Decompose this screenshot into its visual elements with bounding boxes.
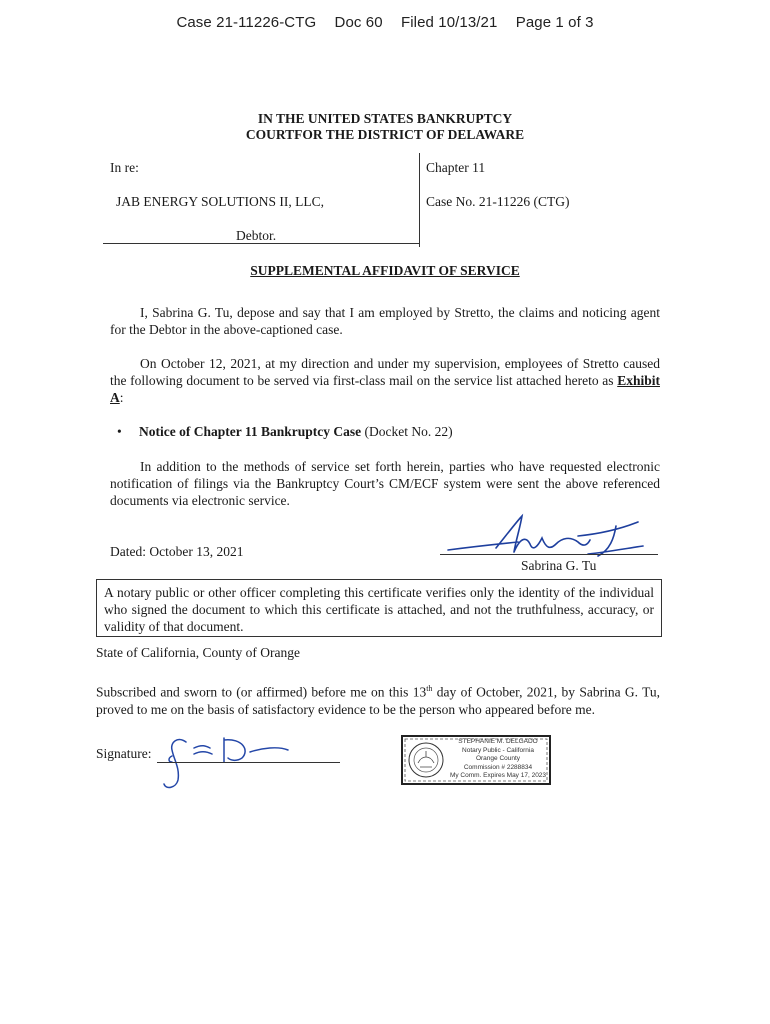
caption-divider-horizontal (103, 243, 419, 244)
notary-signature-line (157, 762, 340, 763)
paragraph-service-text: On October 12, 2021, at my direction and under my supervision, employees of Stretto caused the following document to be served via first-class mail on the service list attached hereto as (110, 356, 660, 388)
caption-debtor-name: JAB ENERGY SOLUTIONS II, LLC, (116, 194, 324, 209)
paragraph-employment (110, 304, 660, 338)
affiant-signature-line (440, 554, 658, 555)
signature-label: Signature: (96, 746, 152, 761)
paragraph-electronic-service-text: In addition to the methods of service set forth herein, parties who have requested electronic notification of filings via the Bankruptcy Court’s CM/ECF system were sent the above referenced documents via electronic service. (110, 459, 660, 508)
jurat-ordinal-suffix: th (426, 684, 433, 693)
notary-signature-image (150, 728, 300, 792)
dated-line: Dated: October 13, 2021 (110, 544, 244, 559)
paragraph-employment-text: I, Sabrina G. Tu, depose and say that I am employed by Stretto, the claims and noticing agent for the Debtor in the above-captioned case. (110, 305, 660, 337)
notary-notice-text: A notary public or other officer completing this certificate verifies only the identity of the individual who signed the document to which this certificate is attached, and not the truthfulness, accuracy, or validity of that document. (104, 585, 654, 634)
notary-notice-box (96, 579, 662, 637)
page-count-stamp: Page 1 of 3 (515, 14, 594, 31)
paragraph-electronic-service (110, 458, 660, 509)
seal-notary-title: Notary Public - California (462, 746, 534, 754)
caption-divider-vertical (419, 153, 420, 247)
caption-in-re: In re: (110, 160, 139, 175)
paragraph-service (110, 355, 660, 406)
jurat-text-before: Subscribed and sworn to (or affirmed) before me on this 13 (96, 684, 427, 700)
affiant-name: Sabrina G. Tu (521, 558, 597, 573)
seal-expiration: My Comm. Expires May 17, 2023 (449, 772, 547, 779)
docket-number-stamp: Doc 60 (334, 14, 383, 31)
caption-case-number: Case No. 21-11226 (CTG) (426, 194, 570, 209)
bullet-icon: • (117, 424, 122, 439)
venue-line: State of California, County of Orange (96, 645, 300, 660)
court-heading-line1: IN THE UNITED STATES BANKRUPTCY (257, 111, 513, 126)
notary-seal-stamp (400, 733, 552, 787)
case-number-stamp: Case 21-11226-CTG (176, 14, 317, 31)
filed-date-stamp: Filed 10/13/21 (400, 14, 498, 31)
seal-commission: Commission # 2288834 (463, 763, 533, 771)
seal-notary-name: STEPHANIE M. DELGADO (458, 738, 538, 745)
document-title: SUPPLEMENTAL AFFIDAVIT OF SERVICE (250, 263, 520, 278)
seal-county: Orange County (475, 755, 521, 762)
caption-chapter: Chapter 11 (426, 160, 486, 175)
served-document-bullet (117, 424, 453, 440)
exhibit-reference: Exhibit A (110, 373, 660, 405)
paragraph-service-end: : (119, 390, 124, 405)
served-document-docket: (Docket No. 22) (361, 424, 453, 439)
caption-debtor-label: Debtor. (236, 228, 277, 243)
filing-stamp-header (0, 14, 770, 31)
jurat-text-after: day of October, 2021, by Sabrina G. Tu, proved to me on the basis of satisfactory evidence to be the person who appeared before me. (96, 684, 660, 717)
served-document-title: Notice of Chapter 11 Bankruptcy Case (139, 424, 362, 439)
court-heading (0, 111, 770, 143)
notary-seal-text (446, 738, 550, 781)
jurat-paragraph (96, 680, 660, 718)
court-heading-line2: COURTFOR THE DISTRICT OF DELAWARE (245, 127, 525, 142)
